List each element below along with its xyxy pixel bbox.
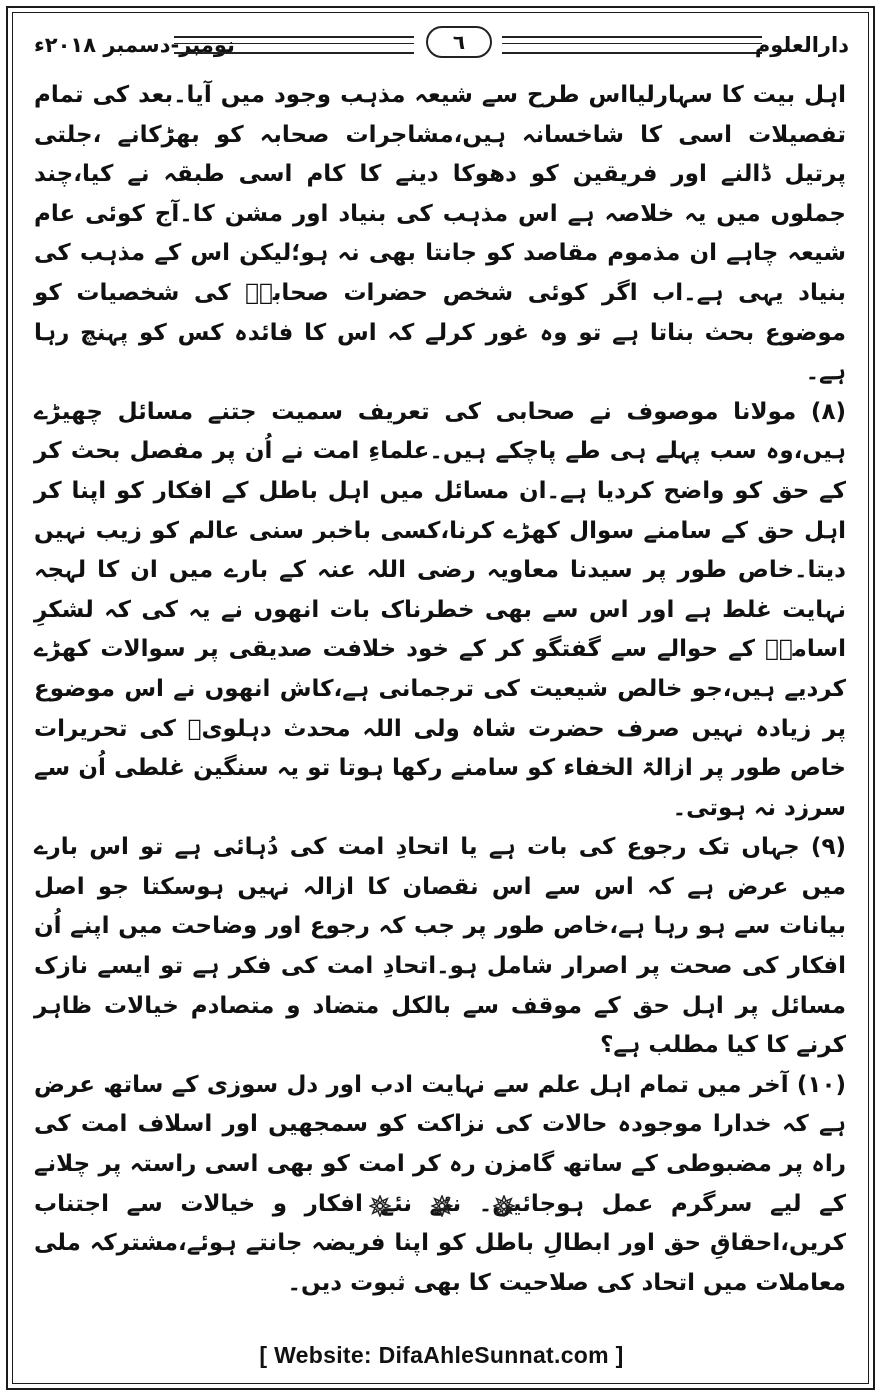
page-number: ٦ [426, 26, 492, 58]
flower-ornament-icon [369, 1195, 391, 1217]
website-footer: [ Website: DifaAhleSunnat.com ] [259, 1342, 624, 1368]
flower-ornament-icon [493, 1195, 515, 1217]
paragraph-10: (۱۰) آخر میں تمام اہل علم سے نہایت ادب اور دل سوزی کے ساتھ عرض ہے کہ خدارا موجودہ حالات کی نزاکت کو سمجھیں اور اسلاف امت کی راہ پر مضبوطی کے ساتھ گامزن رہ کر امت کو بھی اسی راستہ پر چلانے کے لیے سرگرم عمل ہوجائیں۔ نئے نئے افکار و خیالات سے اجتناب کریں،احقاقِ حق اور ابطالِ باطل کو اپنا فریضہ جانتے ہوئے،مشترکہ ملی معاملات میں اتحاد کی صلاحیت کا بھی ثبوت دیں۔ [34, 1071, 846, 1296]
page-header [34, 26, 849, 66]
article-body [34, 76, 846, 1303]
flower-ornament-icon [431, 1195, 453, 1217]
section-ornament [0, 1195, 883, 1225]
paragraph-intro: اہل بیت کا سہارلیااس طرح سے شیعہ مذہب وجود میں آیا۔بعد کی تمام تفصیلات اسی کا شاخسانہ ہیں،مشاجرات صحابہ کو بھڑکانے ،جلتی پرتیل ڈالنے اور فریقین کو دھوکا دینے کا کام اسی طبقہ نے کیا،چند جملوں میں یہ خلاصہ ہے اس مذہب کی بنیاد اور مشن کا۔آج کوئی عام شیعہ چاہے ان مذموم مقاصد کو جانتا بھی نہ ہو؛لیکن اس کے مذہب کی بنیاد یہی ہے۔اب اگر کوئی شخص حضرات صحابہؓ کی شخصیات کو موضوع بحث بناتا ہے تو وہ غور کرلے کہ اس کا فائدہ کس کو پہنچ رہا ہے۔ [34, 82, 846, 386]
issue-date: نومبر-دسمبر ۲۰۱۸ء [34, 33, 235, 57]
paragraph-8: (۸) مولانا موصوف نے صحابی کی تعریف سمیت جتنے مسائل چھیڑے ہیں،وہ سب پہلے ہی طے پاچکے ہیں۔علماءِ امت نے اُن پر مفصل بحث کر کے حق کو واضح کردیا ہے۔ان مسائل میں اہل باطل کے افکار کو اپنا کر اہل حق کے سامنے سوال کھڑے کرنا،کسی باخبر سنی عالم کو زیب نہیں دیتا۔خاص طور پر سیدنا معاویہ رضی اللہ عنہ کے بارے میں ان کا لہجہ نہایت غلط ہے اور اس سے بھی خطرناک بات انھوں نے یہ کی کہ لشکرِ اسامہؓ کے حوالے سے گفتگو کر کے خود خلافت صدیقی پر سوالات کھڑے کردیے ہیں،جو خالص شیعیت کی ترجمانی ہے،کاش انھوں نے اس موضوع پر زیادہ نہیں صرف حضرت شاہ ولی اللہ محدث دہلویؒ کی تحریرات خاص طور پر ازالۃ الخفاء کو سامنے رکھا ہوتا تو یہ سنگین غلطی اُن سے سرزد نہ ہوتی۔ [34, 398, 846, 821]
header-rule-left [174, 36, 414, 54]
journal-name: دارالعلوم [754, 33, 849, 57]
header-rule-right [502, 36, 762, 54]
paragraph-9: (۹) جہاں تک رجوع کی بات ہے یا اتحادِ امت کی دُہائی ہے تو اس بارے میں عرض ہے کہ اس سے اس نقصان کا ازالہ نہیں ہوسکتا جو اصل بیانات سے ہو رہا ہے،خاص طور پر جب کہ رجوع اور وضاحت میں اپنے اُن افکار کی صحت پر اصرار شامل ہو۔اتحادِ امت کی فکر ہے تو ایسے نازک مسائل پر اہل حق کے موقف سے بالکل متضاد و متصادم خیالات ظاہر کرنے کا کیا مطلب ہے؟ [34, 834, 846, 1059]
